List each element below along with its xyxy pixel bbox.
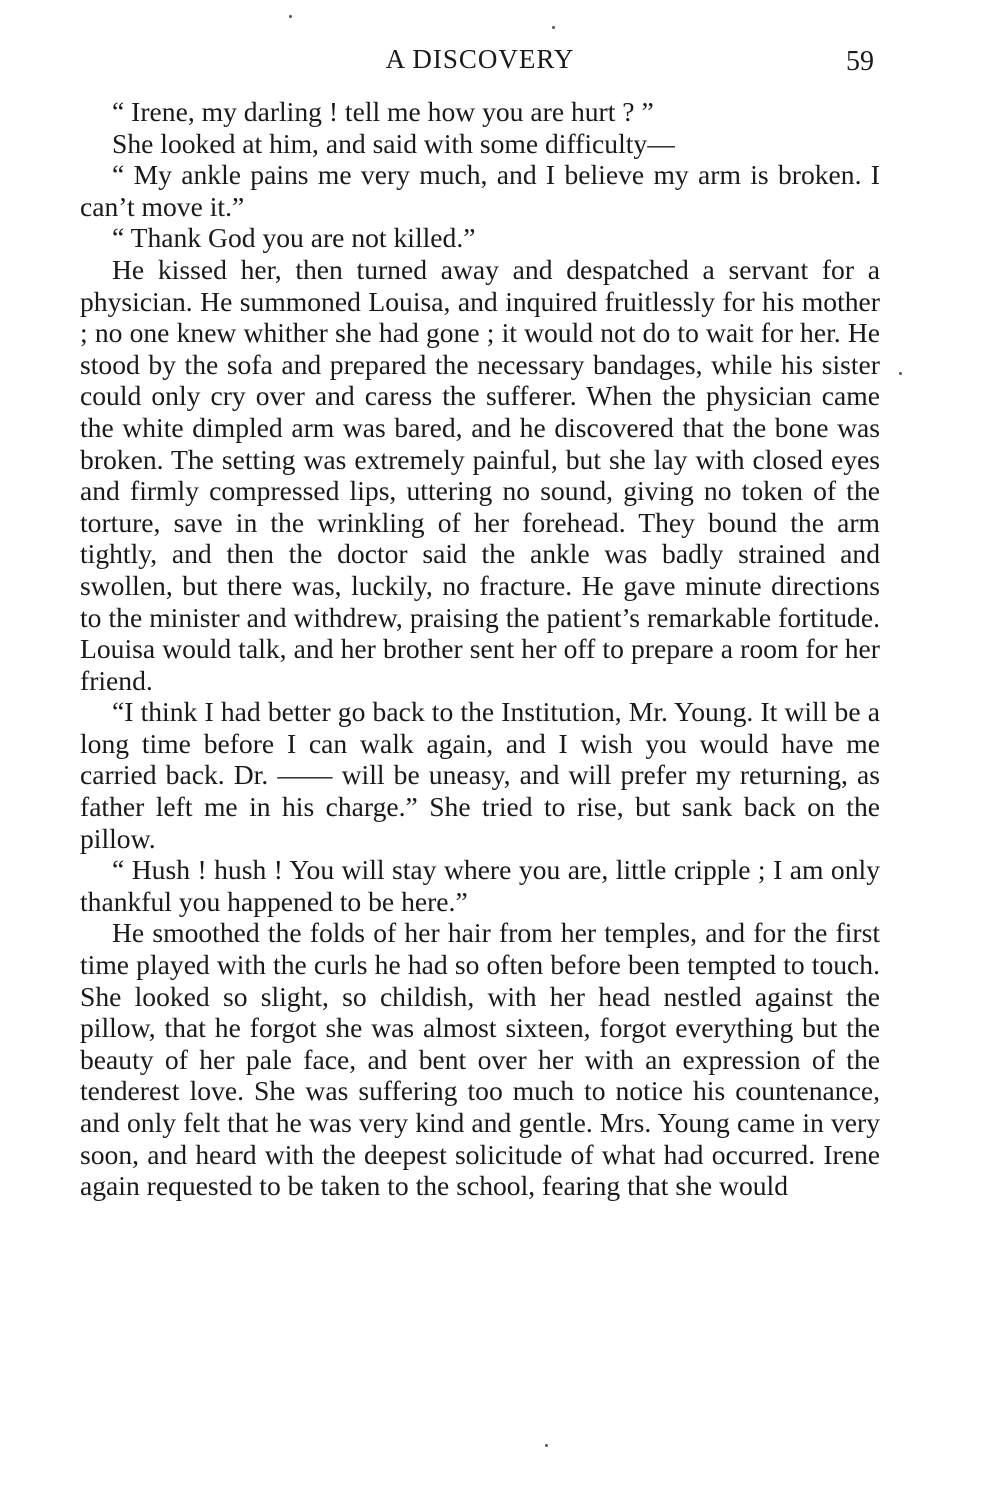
running-title: A DISCOVERY xyxy=(385,44,575,74)
paragraph: “I think I had better go back to the Institution, Mr. Young. It will be a long time before I can walk again, and I wish you would have me carried back. Dr. —— will be uneasy, and will prefer my returning, as father left me in his charge.” She tried to rise, but sank back on the pillow. xyxy=(80,696,880,854)
scan-speck xyxy=(289,15,292,18)
scan-speck xyxy=(552,26,555,29)
paragraph: He kissed her, then turned away and despatched a servant for a physician. He summoned Louisa, and inquired fruitlessly for his mother ; no one knew whither she had gone ; it would not do to wait for her. He stood by the sofa and prepared the necessary bandages, while his sister could only cry over and caress the sufferer. When the physician came the white dimpled arm was bared, and he discovered that the bone was broken. The setting was extremely painful, but she lay with closed eyes and firmly compressed lips, uttering no sound, giving no token of the torture, save in the wrinkling of her forehead. They bound the arm tightly, and then the doctor said the ankle was badly strained and swollen, but there was, luckily, no fracture. He gave minute directions to the minister and withdrew, praising the patient’s remarkable fortitude. Louisa would talk, and her brother sent her off to prepare a room for her friend. xyxy=(80,253,880,696)
scan-speck xyxy=(899,372,902,375)
body-text xyxy=(80,96,880,1202)
paragraph: He smoothed the folds of her hair from her temples, and for the first time played with the curls he had so often before been tempted to touch. She looked so slight, so childish, with her head nestled against the pillow, that he forgot she was almost sixteen, forgot everything but the beauty of her pale face, and bent over her with an expression of the tenderest love. She was suffering too much to notice his countenance, and only felt that he was very kind and gentle. Mrs. Young came in very soon, and heard with the deepest solicitude of what had occurred. Irene again requested to be taken to the school, fearing that she would xyxy=(80,917,880,1202)
page-number: 59 xyxy=(846,46,874,77)
paragraph: She looked at him, and said with some difficulty— xyxy=(112,127,675,159)
paragraph: “ My ankle pains me very much, and I believe my arm is broken. I can’t move it.” xyxy=(80,159,880,222)
scan-speck xyxy=(545,1444,548,1447)
page-header xyxy=(80,44,880,84)
paragraph: “ Irene, my darling ! tell me how you are hurt ? ” xyxy=(112,96,654,127)
paragraph: “ Thank God you are not killed.” xyxy=(112,222,476,254)
paragraph: “ Hush ! hush ! You will stay where you are, little cripple ; I am only thankful you happened to be here.” xyxy=(80,854,880,917)
